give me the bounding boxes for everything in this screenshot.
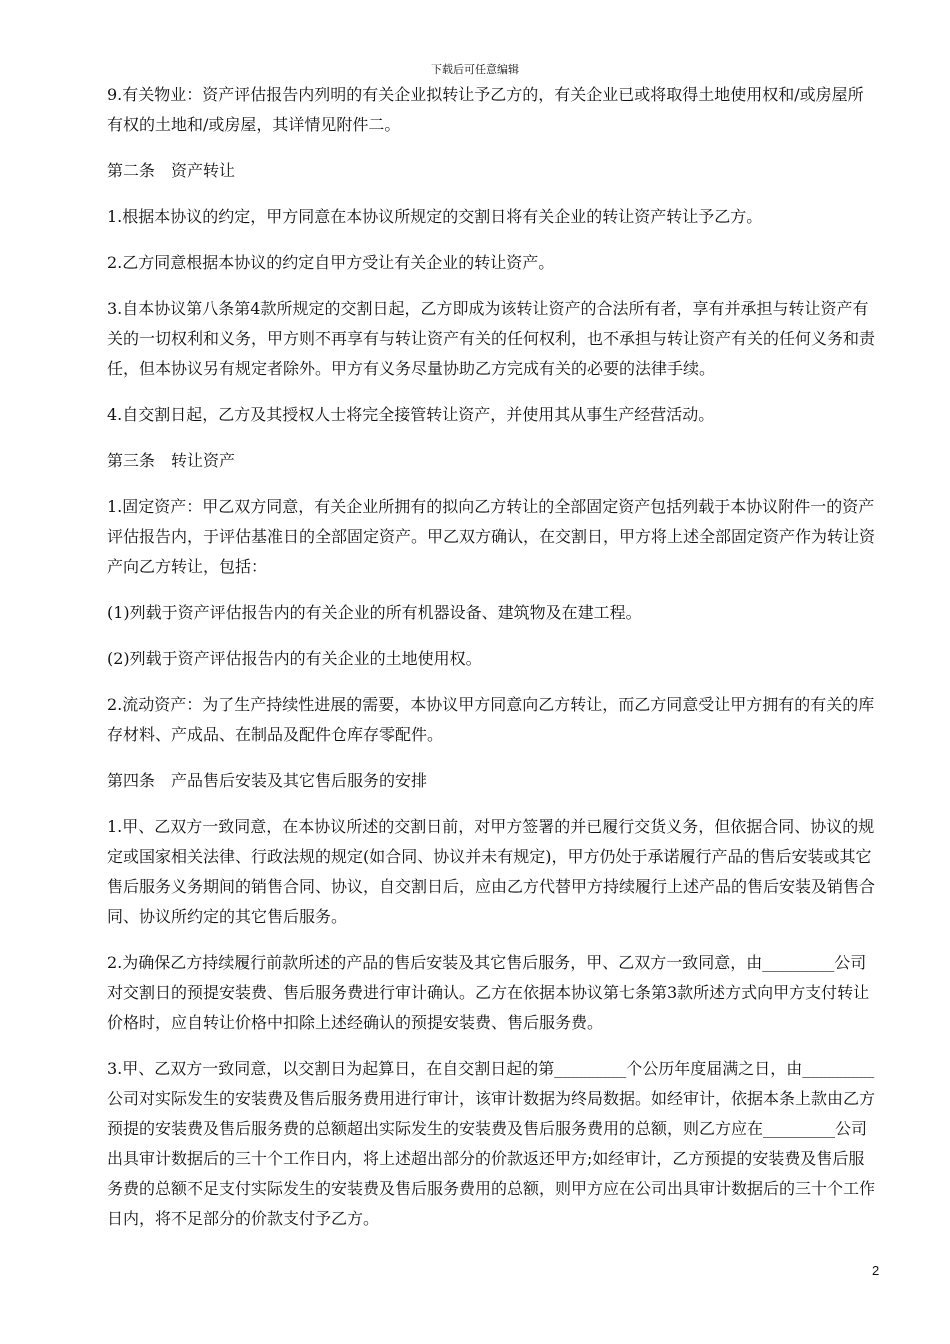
section-heading-article-4: 第四条 产品售后安装及其它售后服务的安排 [107, 771, 428, 790]
paragraph-article-2-clause-2: 2.乙方同意根据本协议的约定自甲方受让有关企业的转让资产。 [107, 253, 555, 272]
paragraph-property: 9.有关物业：资产评估报告内列明的有关企业拟转让予乙方的，有关企业已或将取得土地使用权和/或房屋所有权的土地和/或房屋，其详情见附件二。 [107, 85, 864, 134]
paragraph-article-3-clause-2: 2.流动资产：为了生产持续性进展的需要，本协议甲方同意向乙方转让，而乙方同意受让甲方拥有的有关的库存材料、产成品、在制品及配件仓库存零配件。 [107, 695, 875, 744]
page-header-note: 下载后可任意编辑 [431, 63, 519, 76]
paragraph-article-2-clause-4: 4.自交割日起，乙方及其授权人士将完全接管转让资产，并使用其从事生产经营活动。 [107, 405, 715, 424]
paragraph-article-2-clause-1: 1.根据本协议的约定，甲方同意在本协议所规定的交割日将有关企业的转让资产转让予乙方。 [107, 207, 763, 226]
section-heading-article-3: 第三条 转让资产 [107, 451, 236, 470]
paragraph-article-4-clause-3: 3.甲、乙双方一致同意，以交割日为起算日，在自交割日起的第_________个公历年度届满之日，由_________公司对实际发生的安装费及售后服务费用进行审计，该审计数据为终局数据。如经审计，依据本条上款由乙方预提的安装费及售后服务费的总额超出实际发生的安装费及售后服务费用的总额，则乙方应在_________公司出具审计数据后的三十个工作日内，将上述超出部分的价款返还甲方;如经审计，乙方预提的安装费及售后服务费的总额不足支付实际发生的安装费及售后服务费用的总额，则甲方应在公司出具审计数据后的三十个工作日内，将不足部分的价款支付予乙方。 [107, 1059, 876, 1228]
paragraph-article-3-item-2: (2)列载于资产评估报告内的有关企业的土地使用权。 [107, 649, 482, 668]
paragraph-article-4-clause-1: 1.甲、乙双方一致同意，在本协议所述的交割日前，对甲方签署的并已履行交货义务，但依据合同、协议的规定或国家相关法律、行政法规的规定(如合同、协议并未有规定)，甲方仍处于承诺履行产品的售后安装或其它售后服务义务期间的销售合同、协议，自交割日后，应由乙方代替甲方持续履行上述产品的售后安装及销售合同、协议所约定的其它售后服务。 [107, 817, 876, 926]
paragraph-article-4-clause-2: 2.为确保乙方持续履行前款所述的产品的售后安装及其它售后服务，甲、乙双方一致同意，由_________公司对交割日的预提安装费、售后服务费进行审计确认。乙方在依据本协议第七条第3款所述方式向甲方支付转让价格时，应自转让价格中扣除上述经确认的预提安装费、售后服务费。 [107, 953, 870, 1032]
paragraph-article-3-clause-1: 1.固定资产：甲乙双方同意，有关企业所拥有的拟向乙方转让的全部固定资产包括列载于本协议附件一的资产评估报告内，于评估基准日的全部固定资产。甲乙双方确认，在交割日，甲方将上述全部固定资产作为转让资产向乙方转让，包括： [107, 497, 876, 576]
document-body [107, 80, 879, 1234]
paragraph-article-3-item-1: (1)列载于资产评估报告内的有关企业的所有机器设备、建筑物及在建工程。 [107, 603, 642, 622]
page-number: 2 [872, 1263, 880, 1278]
paragraph-article-2-clause-3: 3.自本协议第八条第4款所规定的交割日起，乙方即成为该转让资产的合法所有者，享有并承担与转让资产有关的一切权利和义务，甲方则不再享有与转让资产有关的任何权利，也不承担与转让资产有关的任何义务和责任，但本协议另有规定者除外。甲方有义务尽量协助乙方完成有关的必要的法律手续。 [107, 299, 876, 378]
section-heading-article-2: 第二条 资产转让 [107, 161, 236, 180]
